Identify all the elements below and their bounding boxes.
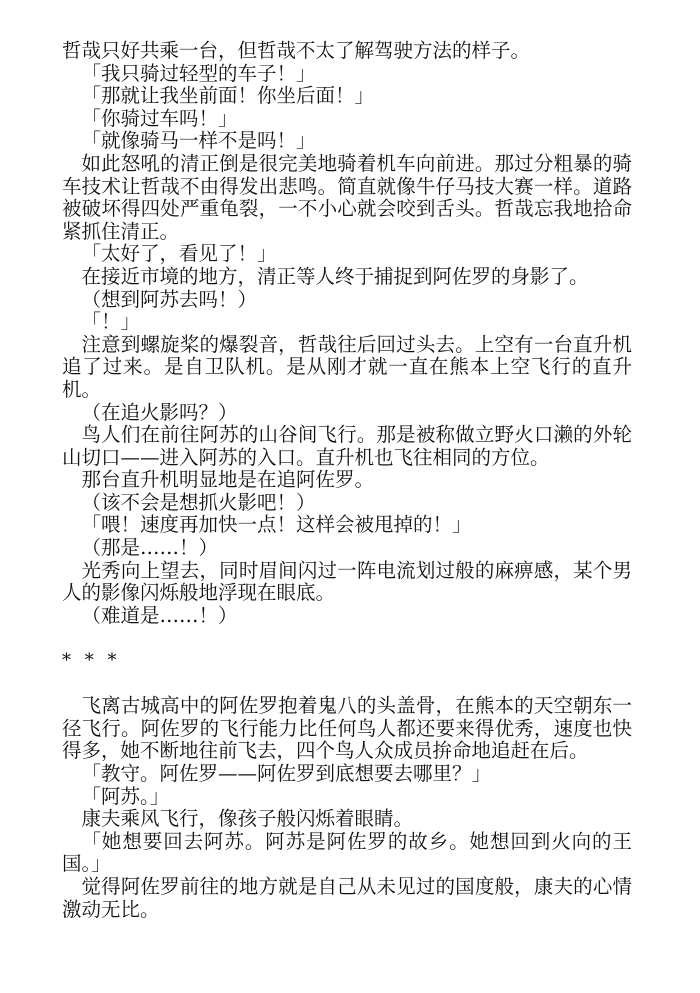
document-page (62, 40, 632, 921)
paragraph: 「太好了，看见了！」 (81, 242, 277, 266)
paragraph: 「就像骑马一样不是吗！」 (81, 129, 316, 153)
paragraph: 「那就让我坐前面！你坐后面！」 (81, 84, 375, 108)
paragraph: 「！」 (81, 310, 141, 334)
section-separator: * * * (62, 650, 121, 672)
blank-line (62, 673, 632, 696)
paragraph: 在接近市境的地方，清正等人终于捕捉到阿佐罗的身影了。 (81, 264, 589, 288)
paragraph: 飞离古城高中的阿佐罗抱着鬼八的头盖骨，在熊本的天空朝东一径飞行。阿佐罗的飞行能力比任何鸟人都还要来得优秀，速度也快得多，她不断地往前飞去，四个鸟人众成员拚命地追赶在后。 (62, 694, 632, 763)
paragraph: 「她想要回去阿苏。阿苏是阿佐罗的故乡。她想回到火向的王国。」 (62, 829, 632, 876)
paragraph: （在追火影吗？） (81, 400, 238, 424)
paragraph: 注意到螺旋桨的爆裂音，哲哉往后回过头去。上空有一台直升机追了过来。是自卫队机。是从刚才就一直在熊本上空飞行的直升机。 (62, 332, 632, 401)
paragraph: 那台直升机明显地是在追阿佐罗。 (81, 468, 375, 492)
paragraph: （难道是……！） (81, 603, 238, 627)
paragraph: 光秀向上望去，同时眉间闪过一阵电流划过般的麻痹感，某个男人的影像闪烁般地浮现在眼底。 (62, 558, 632, 605)
paragraph: 「教守。阿佐罗——阿佐罗到底想要去哪里？」 (81, 762, 492, 785)
paragraph: 康夫乘风飞行，像孩子般闪烁着眼睛。 (81, 807, 414, 831)
paragraph: （想到阿苏去吗！） (81, 287, 258, 311)
paragraph: （该不会是想抓火影吧！） (81, 490, 316, 514)
paragraph: 「你骑过车吗！」 (81, 106, 238, 130)
paragraph: （那是……！） (81, 536, 219, 560)
blank-line (62, 627, 632, 650)
text-section-1 (62, 40, 632, 627)
paragraph: 「喂！速度再加快一点！这样会被甩掉的！」 (81, 513, 472, 537)
text-section-2 (62, 695, 632, 921)
paragraph: 如此怒吼的清正倒是很完美地骑着机车向前进。那过分粗暴的骑车技术让哲哉不由得发出悲鸣。简直就像牛仔马技大赛一样。道路被破坏得四处严重龟裂，一不小心就会咬到舌头。哲哉忘我地拾命紧抓住清正。 (62, 151, 632, 243)
paragraph: 觉得阿佐罗前往的地方就是自己从未见过的国度般，康夫的心情激动无比。 (62, 874, 632, 921)
paragraph: 「我只骑过轻型的车子！」 (81, 61, 316, 85)
paragraph: 「阿苏。」 (81, 784, 170, 808)
paragraph: 哲哉只好共乘一台，但哲哉不太了解驾驶方法的样子。 (62, 39, 531, 62)
paragraph: 鸟人们在前往阿苏的山谷间飞行。那是被称做立野火口濑的外轮山切口——进入阿苏的入口。直升机也飞往相同的方位。 (62, 423, 632, 469)
